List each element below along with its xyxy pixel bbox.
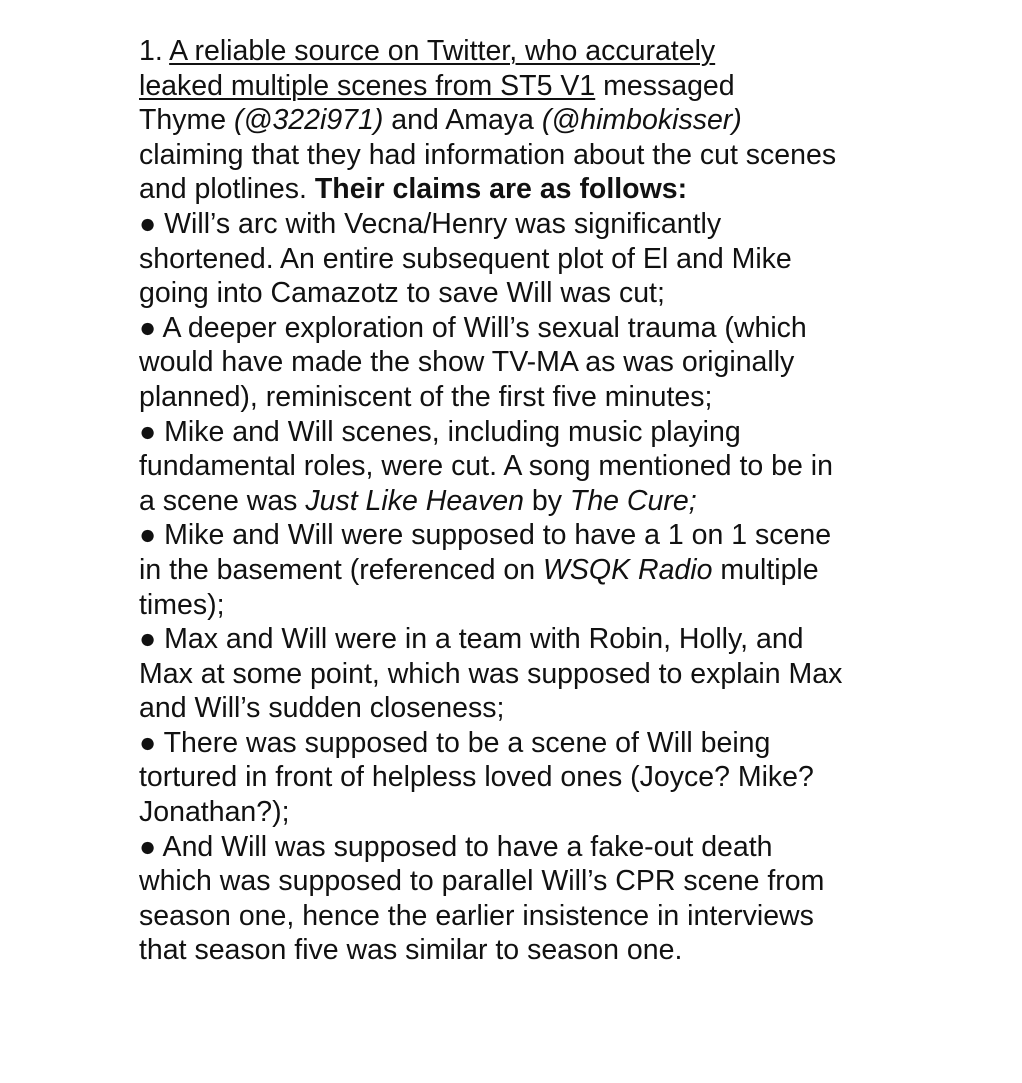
source-link-text: A reliable source on Twitter, who accurately — [169, 35, 716, 67]
claims-heading: Their claims are as follows: — [314, 173, 688, 206]
intro-line-4: claiming that they had information about the cut scenes — [139, 138, 837, 171]
bullet-6-line-2: tortured in front of helpless loved ones (Joyce? Mike? — [139, 761, 814, 794]
bullet-2-line-3: planned), reminiscent of the first five minutes; — [139, 380, 713, 413]
bullet-6-line-1: ● There was supposed to be a scene of Will being — [139, 726, 771, 759]
bullet-4-line-2: in the basement (referenced on WSQK Radio multiple — [139, 553, 819, 586]
bullet-4-line-3: times); — [139, 588, 225, 621]
bullet-1-line-2: shortened. An entire subsequent plot of El and Mike — [139, 242, 792, 275]
thyme-handle: (@322i971) — [234, 104, 384, 137]
bullet-7-line-2: which was supposed to parallel Will’s CPR scene from — [139, 865, 825, 898]
bullet-7-line-1: ● And Will was supposed to have a fake-out death — [139, 830, 773, 863]
bullet-3-line-3: a scene was Just Like Heaven by The Cure; — [139, 484, 697, 517]
intro-line-2: leaked multiple scenes from ST5 V1 messaged — [139, 69, 735, 102]
bullet-4-line-1: ● Mike and Will were supposed to have a 1 on 1 scene — [139, 519, 832, 552]
bullet-2-line-1: ● A deeper exploration of Will’s sexual trauma (which — [139, 311, 807, 344]
bullet-5-line-3: and Will’s sudden closeness; — [139, 692, 505, 725]
intro-line-5: and plotlines. Their claims are as follows: — [139, 173, 688, 206]
band-name: The Cure; — [569, 484, 697, 517]
document-text — [139, 34, 1009, 968]
bullet-3-line-1: ● Mike and Will scenes, including music playing — [139, 415, 741, 448]
amaya-handle: (@himbokisser) — [541, 104, 742, 137]
bullet-7-line-3: season one, hence the earlier insistence in interviews — [139, 899, 814, 932]
bullet-3-line-2: fundamental roles, were cut. A song mentioned to be in — [139, 450, 833, 483]
bullet-6-line-3: Jonathan?); — [139, 796, 290, 829]
bullet-1-line-1: ● Will’s arc with Vecna/Henry was significantly — [139, 207, 722, 240]
bullet-2-line-2: would have made the show TV-MA as was originally — [139, 346, 795, 379]
list-number: 1. — [139, 35, 163, 67]
source-link-text-cont: leaked multiple scenes from ST5 V1 — [139, 69, 596, 102]
radio-name: WSQK Radio — [543, 553, 713, 586]
bullet-7-line-4: that season five was similar to season one. — [139, 934, 683, 967]
intro-line-1 — [139, 34, 1009, 69]
song-title: Just Like Heaven — [305, 484, 524, 517]
bullet-5-line-2: Max at some point, which was supposed to explain Max — [139, 657, 843, 690]
intro-line-3: Thyme (@322i971) and Amaya (@himbokisser) — [139, 104, 742, 137]
bullet-1-line-3: going into Camazotz to save Will was cut; — [139, 277, 665, 310]
bullet-5-line-1: ● Max and Will were in a team with Robin, Holly, and — [139, 623, 804, 656]
